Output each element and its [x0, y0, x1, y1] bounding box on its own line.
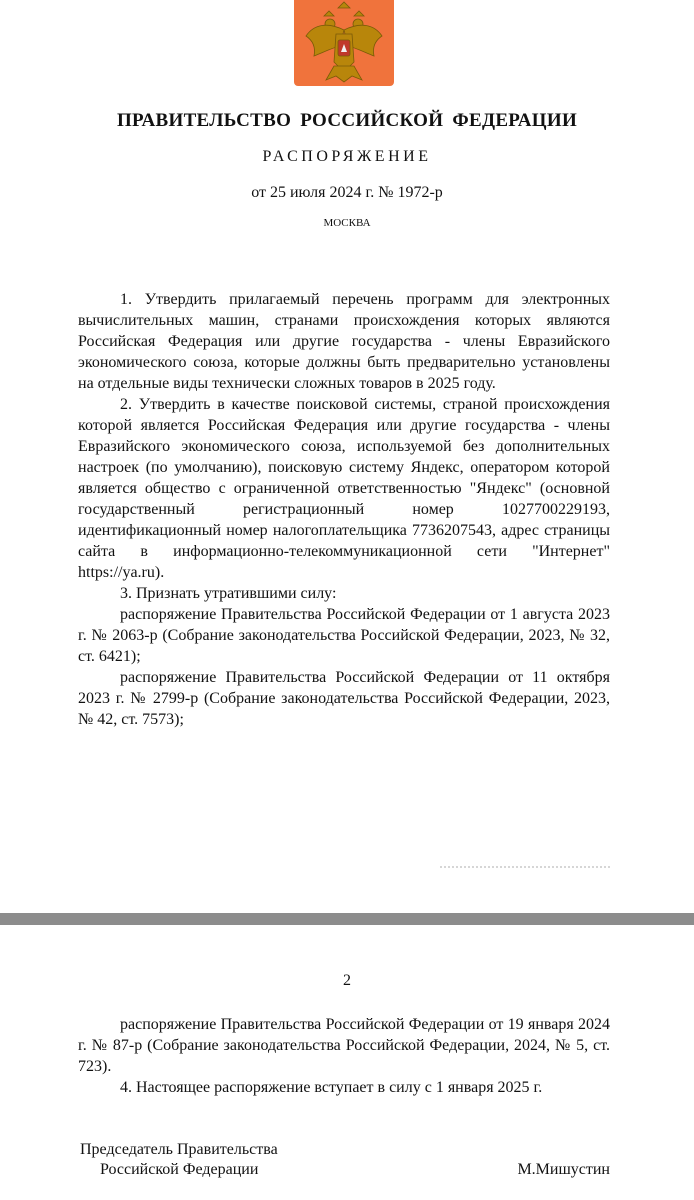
page-number: 2: [343, 972, 351, 989]
paragraph-4: 4. Настоящее распоряжение вступает в силу с 1 января 2025 г.: [120, 1079, 543, 1096]
page-separator: [0, 913, 694, 925]
signer-title-line-1: Председатель Правительства: [80, 1141, 278, 1158]
signer-title-line-2: Российской Федерации: [100, 1161, 259, 1178]
paragraph-3: 3. Признать утратившими силу:: [120, 585, 337, 602]
signer-title: [80, 1140, 278, 1180]
government-title: ПРАВИТЕЛЬСТВО РОССИЙСКОЙ ФЕДЕРАЦИИ: [116, 110, 578, 131]
double-headed-eagle-icon: [294, 0, 394, 86]
paragraph-3-item-b: распоряжение Правительства Российской Федерации от 11 октября 2023 г. № 2799-р (Собрание законодательства Российской Федерации, 2023, № 42, ст. 7573);: [78, 669, 610, 728]
document-page-2: [0, 925, 694, 1200]
document-type: РАСПОРЯЖЕНИЕ: [262, 148, 432, 165]
document-body-page-1: [78, 289, 610, 730]
paragraph-1: 1. Утвердить прилагаемый перечень программ для электронных вычислительных машин, странами происхождения которых являются Российская Федерация или другие государства - члены Евразийского экономического союза, которые должны быть предварительно установлены на отдельные виды технически сложных товаров в 2025 году.: [78, 291, 610, 392]
paragraph-3-item-c: распоряжение Правительства Российской Федерации от 19 января 2024 г. № 87-р (Собрание законодательства Российской Федерации, 2024, № 5, ст. 723).: [78, 1016, 610, 1075]
document-city: МОСКВА: [323, 217, 371, 229]
document-date-number: от 25 июля 2024 г. № 1972-р: [251, 184, 443, 201]
document-body-page-2: [78, 1014, 610, 1098]
paragraph-2: 2. Утвердить в качестве поисковой системы, страной происхождения которой является Российская Федерация или другие государства - члены Евразийского экономического союза, используемой без дополнительных настроек (по умолчанию), поисковую систему Яндекс, оператором которой является общество с ограниченной ответственностью "Яндекс" (основной государственный регистрационный номер 1027700229193, идентификационный номер налогоплательщика 7736207543, адрес страницы сайта в информационно-телекоммуникационной сети "Интернет" https://ya.ru).: [78, 396, 610, 581]
faint-scan-artifact: [440, 866, 610, 874]
signer-name: М.Мишустин: [517, 1161, 610, 1178]
coat-of-arms-emblem: [294, 0, 394, 86]
paragraph-3-item-a: распоряжение Правительства Российской Федерации от 1 августа 2023 г. № 2063-р (Собрание законодательства Российской Федерации, 2023, № 32, ст. 6421);: [78, 606, 610, 665]
